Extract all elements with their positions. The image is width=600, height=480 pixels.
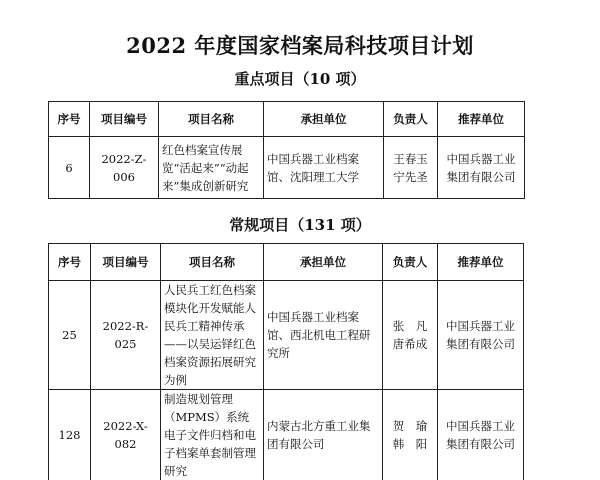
regular-projects-table: [48, 243, 524, 480]
header-recommender: 推荐单位: [438, 244, 524, 281]
table-row: [49, 390, 524, 480]
section-heading-key: 重点项目（10 项）: [0, 68, 600, 89]
table-row: [49, 137, 525, 199]
key-projects-table: [48, 101, 525, 199]
header-name: 项目名称: [159, 102, 264, 137]
cell-recommender: 中国兵器工业集团有限公司: [438, 137, 525, 199]
cell-code: 2022-R-025: [91, 281, 161, 390]
cell-leader: 贺 瑜 韩 阳: [383, 390, 438, 480]
cell-unit: 中国兵器工业档案馆、沈阳理工大学: [264, 137, 384, 199]
header-no: 序号: [49, 102, 90, 137]
table-header-row: [49, 102, 525, 137]
cell-leader: 张 凡 唐希成: [383, 281, 438, 390]
cell-name: 红色档案宣传展览“活起来”“动起来”集成创新研究: [159, 137, 264, 199]
section-heading-regular: 常规项目（131 项）: [0, 214, 600, 235]
cell-name: 人民兵工红色档案模块化开发赋能人民兵工精神传承——以吴运铎红色档案资源拓展研究为例: [161, 281, 264, 390]
header-recommender: 推荐单位: [438, 102, 525, 137]
cell-no: 128: [49, 390, 91, 480]
header-leader: 负责人: [383, 244, 438, 281]
cell-code: 2022-X-082: [91, 390, 161, 480]
header-unit: 承担单位: [264, 244, 383, 281]
header-code: 项目编号: [90, 102, 159, 137]
header-code: 项目编号: [91, 244, 161, 281]
cell-recommender: 中国兵器工业集团有限公司: [438, 281, 524, 390]
table-row: [49, 281, 524, 390]
cell-recommender: 中国兵器工业集团有限公司: [438, 390, 524, 480]
header-name: 项目名称: [161, 244, 264, 281]
cell-no: 6: [49, 137, 90, 199]
cell-code: 2022-Z-006: [90, 137, 159, 199]
header-unit: 承担单位: [264, 102, 384, 137]
cell-leader: 王春玉 宁先圣: [384, 137, 438, 199]
cell-unit: 中国兵器工业档案馆、西北机电工程研究所: [264, 281, 383, 390]
cell-unit: 内蒙古北方重工业集团有限公司: [264, 390, 383, 480]
cell-no: 25: [49, 281, 91, 390]
header-leader: 负责人: [384, 102, 438, 137]
table-header-row: [49, 244, 524, 281]
page-title: 2022 年度国家档案局科技项目计划: [0, 30, 600, 60]
header-no: 序号: [49, 244, 91, 281]
cell-name: 制造规划管理（MPMS）系统电子文件归档和电子档案单套制管理研究: [161, 390, 264, 480]
